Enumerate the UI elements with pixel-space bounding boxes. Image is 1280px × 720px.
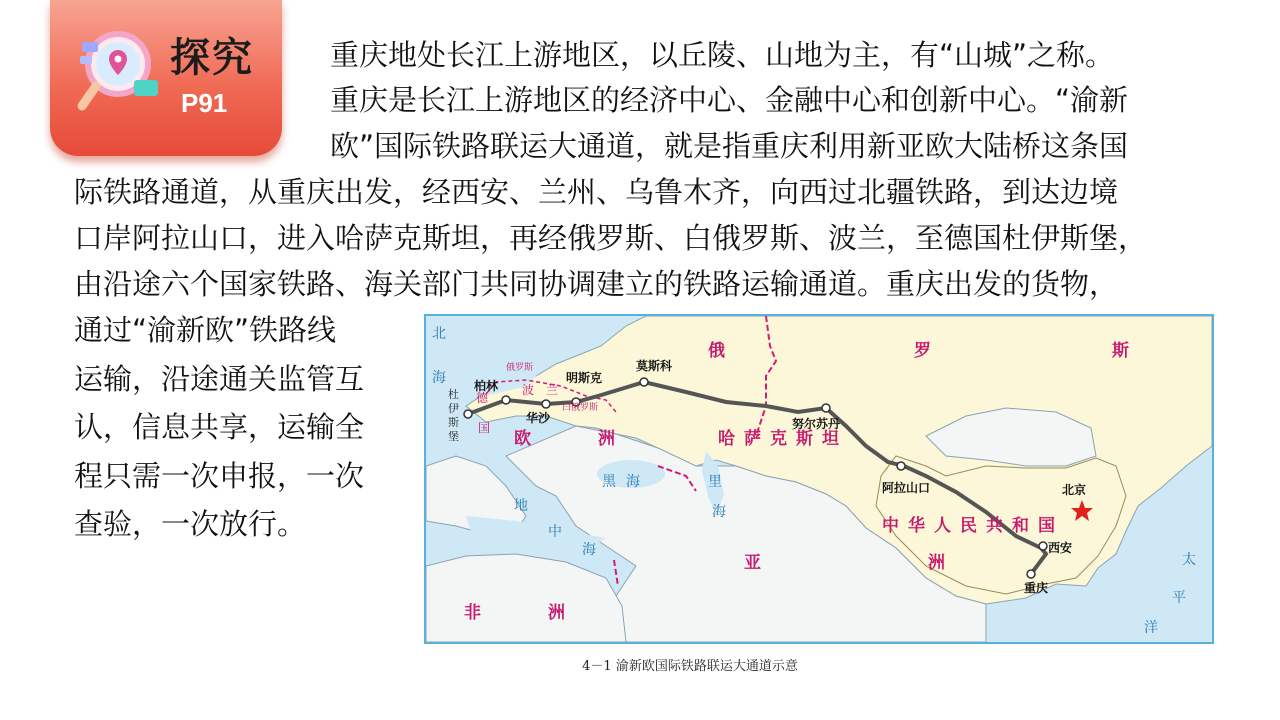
label-europe-2: 洲: [598, 429, 615, 449]
marker-moscow: [640, 378, 648, 386]
label-russia-1: 俄: [708, 341, 725, 361]
label-xian: 西安: [1048, 541, 1073, 555]
label-chongqing: 重庆: [1024, 581, 1049, 595]
label-black-sea-2: 海: [626, 474, 640, 490]
label-kaliningrad: 俄罗斯: [506, 363, 534, 373]
text-line-2: 重庆是长江上游地区的经济中心、金融中心和创新中心。“渝新: [330, 83, 1129, 117]
map-caption: 4－1 渝新欧国际铁路联运大通道示意: [582, 659, 798, 674]
label-germany-1: 德: [476, 391, 489, 405]
label-nursultan: 努尔苏丹: [792, 417, 841, 431]
text-line-3: 欧”国际铁路联运大通道，就是指重庆利用新亚欧大陆桥这条国: [330, 129, 1129, 163]
label-china: 中华人民共和国: [882, 516, 1064, 536]
side-line-4: 程只需一次申报，一次: [74, 458, 365, 493]
label-caspian-1: 里: [708, 474, 722, 490]
label-duisburg-4: 堡: [448, 430, 459, 443]
label-pacific-1: 太: [1182, 552, 1196, 568]
label-minsk: 明斯克: [566, 371, 603, 385]
label-kazakhstan: 哈萨克斯坦: [718, 429, 848, 449]
label-asia-1: 亚: [744, 553, 761, 573]
label-med-2: 中: [548, 524, 562, 540]
label-caspian-2: 海: [712, 504, 726, 520]
label-asia-2: 洲: [928, 553, 945, 573]
label-duisburg-3: 斯: [448, 416, 459, 429]
badge-page-number: P91: [181, 88, 228, 118]
marker-alashankou: [897, 462, 905, 470]
label-duisburg-1: 杜: [448, 388, 459, 401]
label-duisburg-2: 伊: [448, 402, 459, 415]
label-north-sea-2: 海: [432, 370, 446, 386]
label-belarus: 白俄罗斯: [562, 403, 599, 413]
label-north-sea-1: 北: [432, 326, 446, 342]
label-moscow: 莫斯科: [636, 359, 673, 373]
side-paragraph: [74, 306, 364, 549]
label-europe-1: 欧: [514, 429, 531, 449]
label-beijing: 北京: [1062, 483, 1087, 497]
text-line-6: 由沿途六个国家铁路、海关部门共同协调建立的铁路运输通道。重庆出发的货物，: [74, 267, 1119, 301]
marker-chongqing: [1027, 570, 1035, 578]
marker-nursultan: [822, 404, 830, 412]
label-alashankou: 阿拉山口: [882, 481, 931, 495]
side-line-1: 通过“渝新欧”铁路线: [74, 313, 337, 347]
marker-berlin: [502, 396, 510, 404]
magnifier-map-icon: [68, 22, 160, 118]
side-line-3: 认，信息共享，运输全: [74, 410, 365, 444]
label-berlin: 柏林: [474, 379, 499, 393]
label-warsaw: 华沙: [526, 411, 551, 425]
railway-map: [424, 314, 1214, 644]
text-line-5: 口岸阿拉山口，进入哈萨克斯坦，再经俄罗斯、白俄罗斯、波兰，至德国杜伊斯堡，: [74, 221, 1148, 255]
label-med-1: 地: [514, 498, 528, 514]
side-line-5: 查验，一次放行。: [74, 507, 307, 541]
marker-warsaw: [542, 400, 550, 408]
text-line-1: 重庆地处长江上游地区，以丘陵、山地为主，有“山城”之称。: [330, 38, 1115, 72]
badge-title: 探究: [170, 35, 254, 81]
label-black-sea-1: 黑: [602, 474, 616, 490]
label-pacific-2: 平: [1172, 590, 1186, 606]
label-poland-2: 兰: [546, 383, 559, 397]
label-med-3: 海: [582, 542, 596, 558]
marker-duisburg: [464, 410, 472, 418]
label-africa-1: 非: [464, 603, 481, 623]
side-line-2: 运输，沿途通关监管互: [74, 361, 365, 396]
label-pacific-3: 洋: [1144, 620, 1158, 636]
topic-badge: [50, 0, 282, 156]
marker-xian: [1039, 542, 1047, 550]
label-russia-2: 罗: [914, 341, 931, 361]
text-line-4: 际铁路通道，从重庆出发，经西安、兰州、乌鲁木齐，向西过北疆铁路，到达边境: [74, 175, 1119, 209]
label-poland-1: 波: [522, 383, 535, 397]
label-germany-2: 国: [478, 421, 491, 435]
label-russia-3: 斯: [1112, 341, 1129, 361]
label-africa-2: 洲: [548, 603, 565, 623]
